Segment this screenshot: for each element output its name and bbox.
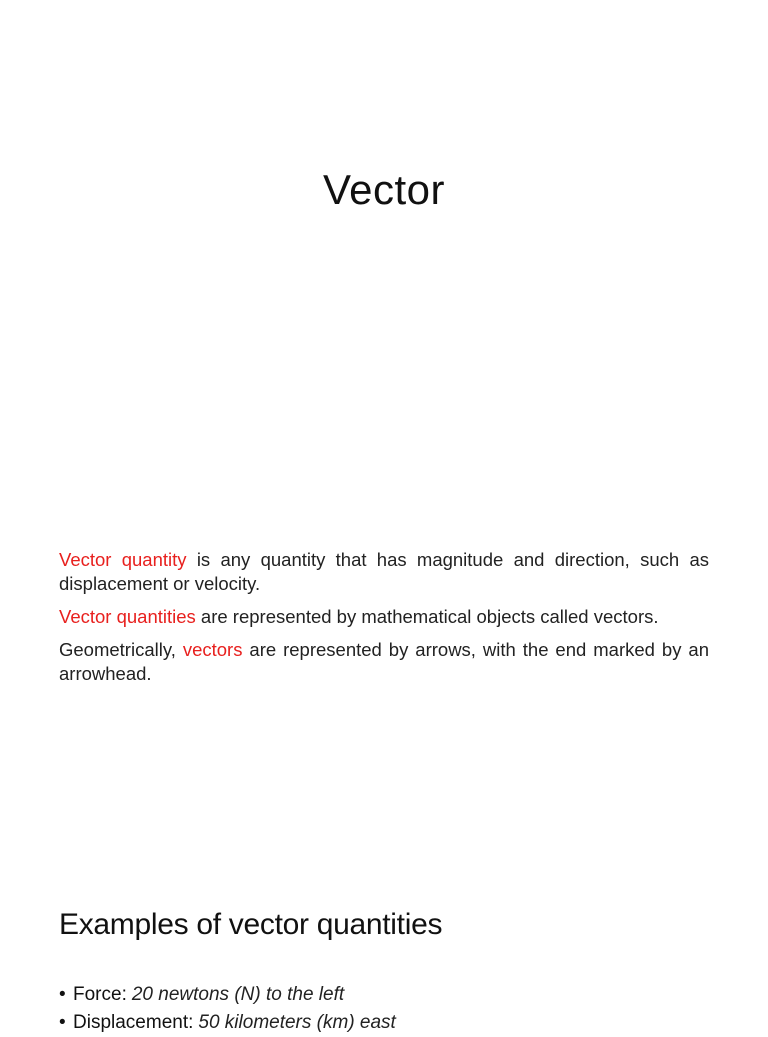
definition-paragraph-1 [59, 548, 709, 596]
bullet-icon: • [59, 1012, 66, 1033]
definition-2-text: are represented by mathematical objects called vectors. [195, 606, 659, 627]
definition-2-highlight: Vector quantities [59, 606, 196, 627]
definitions-block [59, 548, 709, 695]
definition-1-highlight: Vector quantity [59, 549, 187, 570]
bullet-icon: • [59, 984, 66, 1005]
example-value: 50 kilometers (km) east [198, 1012, 396, 1033]
example-value: 20 newtons (N) to the left [131, 984, 345, 1005]
slide-title: Vector [322, 166, 446, 213]
example-label: Force: [73, 984, 127, 1005]
title-slide [0, 0, 768, 420]
definition-paragraph-3 [59, 638, 709, 686]
definition-3-prefix: Geometrically, [59, 639, 183, 660]
examples-list [59, 981, 739, 1037]
list-item [59, 1009, 739, 1037]
example-label: Displacement: [73, 1012, 194, 1033]
definition-3-text: are represented by arrows, with the end marked by an arrowhead. [59, 639, 709, 684]
definition-1-text: is any quantity that has magnitude and direction, such as displacement or velocity. [59, 549, 709, 594]
examples-heading: Examples of vector quantities [59, 908, 443, 941]
definition-3-highlight: vectors [182, 639, 243, 660]
list-item [59, 981, 739, 1009]
definition-paragraph-2 [59, 605, 709, 629]
